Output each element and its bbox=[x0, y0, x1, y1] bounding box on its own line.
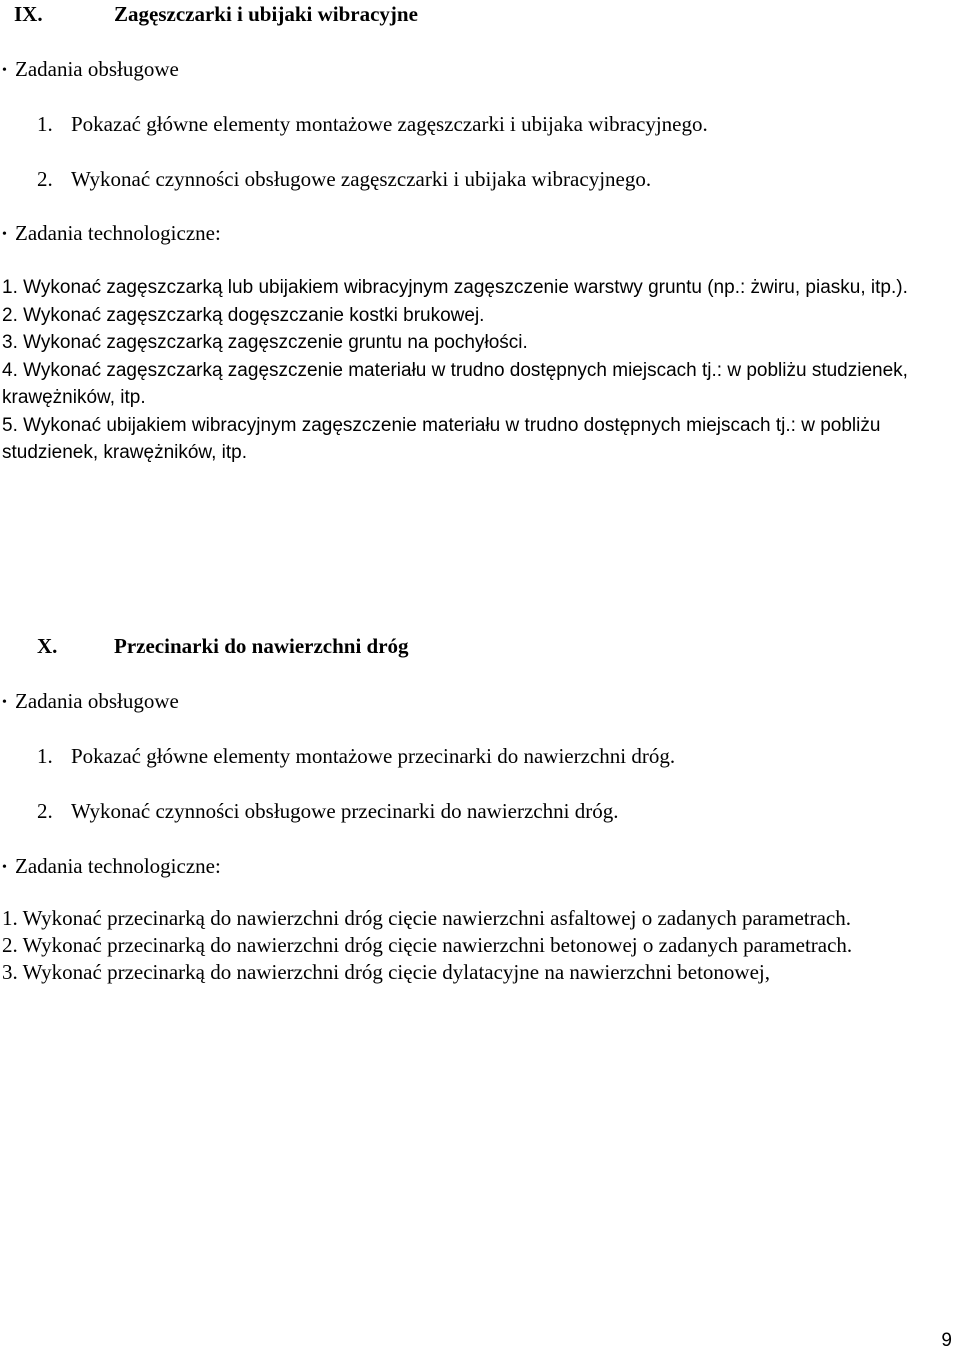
tech-tasks-label: Zadania technologiczne: bbox=[15, 854, 221, 878]
service-tasks-label: Zadania obsługowe bbox=[15, 689, 179, 713]
service-task-item bbox=[37, 112, 708, 136]
bullet-icon: • bbox=[2, 695, 7, 710]
service-tasks-label: Zadania obsługowe bbox=[15, 57, 179, 81]
item-text: Wykonać czynności obsługowe przecinarki do nawierzchni dróg. bbox=[71, 799, 619, 823]
tech-tasks-heading bbox=[2, 854, 221, 880]
bullet-icon: • bbox=[2, 227, 7, 242]
section-heading-ix bbox=[14, 2, 418, 26]
tech-task-item: 5. Wykonać ubijakiem wibracyjnym zagęszczenie materiału w trudno dostępnych miejscach tj.: w pobliżu studzienek, krawężników, itp. bbox=[2, 414, 881, 463]
item-text: Pokazać główne elementy montażowe zagęszczarki i ubijaka wibracyjnego. bbox=[71, 112, 708, 136]
item-number: 1. bbox=[37, 112, 53, 136]
tech-task-item: 2. Wykonać zagęszczarką dogęszczanie kostki brukowej. bbox=[2, 304, 485, 326]
section-heading-x bbox=[37, 634, 409, 658]
tech-tasks-heading bbox=[2, 221, 221, 247]
bullet-icon: • bbox=[2, 860, 7, 875]
service-task-item bbox=[37, 799, 618, 823]
item-text: Wykonać czynności obsługowe zagęszczarki i ubijaka wibracyjnego. bbox=[71, 167, 652, 191]
tech-task-item: 3. Wykonać przecinarką do nawierzchni dróg cięcie dylatacyjne na nawierzchni betonowej, bbox=[2, 960, 770, 984]
tech-task-item: 1. Wykonać zagęszczarką lub ubijakiem wibracyjnym zagęszczenie warstwy gruntu (np.: żwiru, piasku, itp.). bbox=[2, 277, 908, 298]
tech-task-item: 1. Wykonać przecinarką do nawierzchni dróg cięcie nawierzchni asfaltowej o zadanych parametrach. bbox=[2, 906, 852, 930]
bullet-icon: • bbox=[2, 63, 7, 78]
item-text: Pokazać główne elementy montażowe przecinarki do nawierzchni dróg. bbox=[71, 744, 676, 768]
section-title: Zagęszczarki i ubijaki wibracyjne bbox=[114, 2, 418, 26]
section-number: IX. bbox=[14, 2, 43, 26]
tech-tasks-label: Zadania technologiczne: bbox=[15, 221, 221, 245]
service-task-item bbox=[37, 167, 651, 191]
service-tasks-heading bbox=[2, 689, 179, 715]
page-number: 9 bbox=[941, 1330, 952, 1351]
tech-tasks-list bbox=[2, 274, 942, 467]
section-number: X. bbox=[37, 634, 58, 658]
service-tasks-heading bbox=[2, 57, 179, 83]
tech-tasks-list bbox=[2, 905, 942, 986]
tech-task-item: 3. Wykonać zagęszczarką zagęszczenie gruntu na pochyłości. bbox=[2, 332, 528, 353]
service-task-item bbox=[37, 744, 675, 768]
section-title: Przecinarki do nawierzchni dróg bbox=[114, 634, 409, 658]
item-number: 2. bbox=[37, 167, 53, 191]
item-number: 1. bbox=[37, 744, 53, 768]
tech-task-item: 4. Wykonać zagęszczarką zagęszczenie materiału w trudno dostępnych miejscach tj.: w pobliżu studzienek, krawężników, itp. bbox=[2, 359, 908, 408]
tech-task-item: 2. Wykonać przecinarką do nawierzchni dróg cięcie nawierzchni betonowej o zadanych parametrach. bbox=[2, 933, 853, 957]
item-number: 2. bbox=[37, 799, 53, 823]
